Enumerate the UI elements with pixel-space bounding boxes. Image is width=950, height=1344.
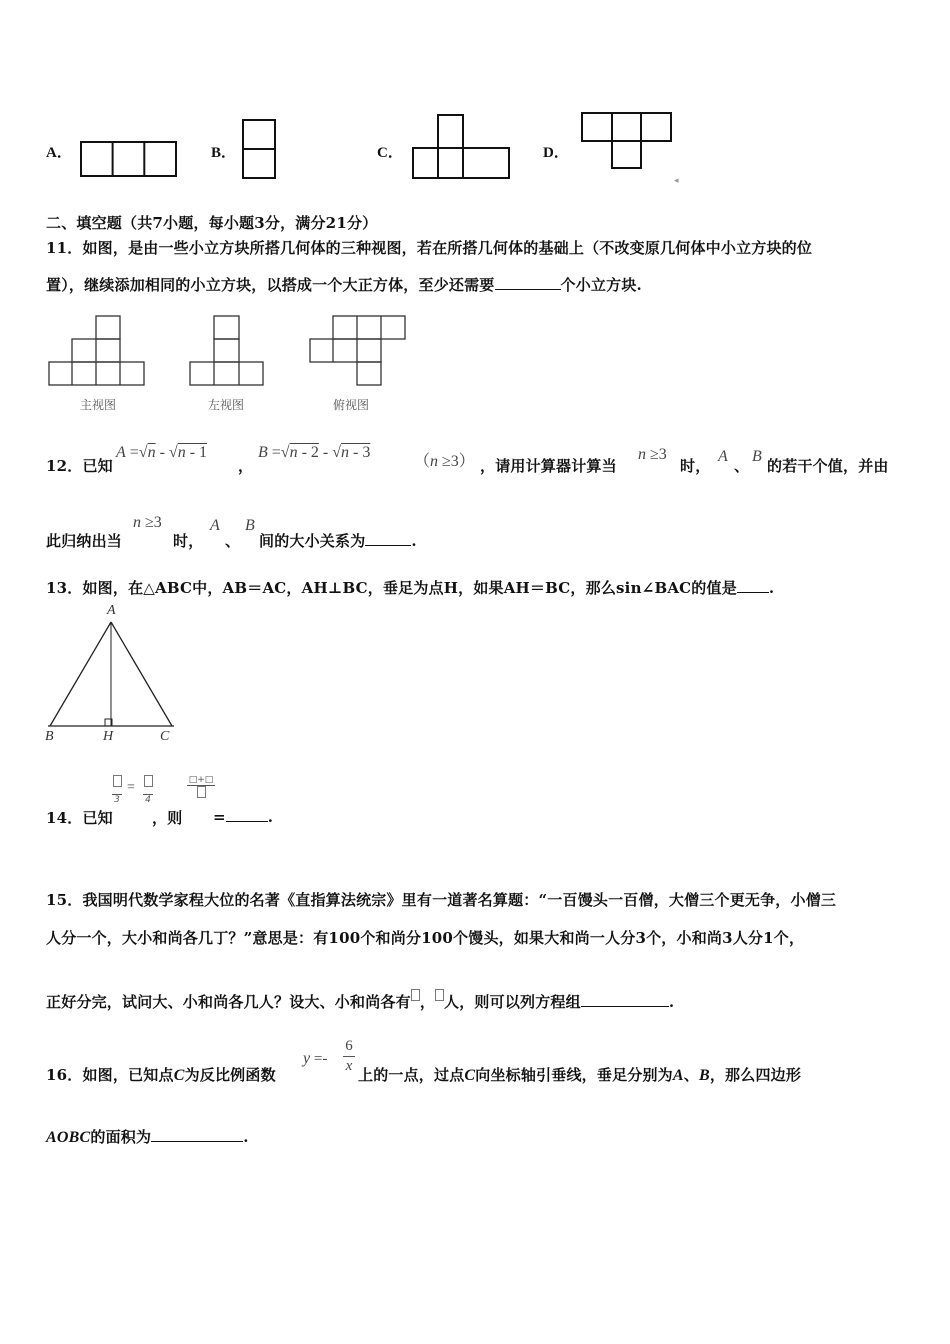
q12-condition: （n ≥3） [414, 453, 475, 470]
q12-formula-b: B =√n - 2 - √n - 3 [258, 444, 371, 461]
q12-text-mid: ，请用计算器计算当 [480, 457, 617, 475]
q13-label-b: B [45, 729, 54, 744]
q13-label-c: C [160, 729, 170, 744]
q16-var-c: C [173, 1067, 185, 1084]
q11-answer-blank[interactable] [495, 275, 561, 290]
q15-line3-text: 正好分完，试问大、小和尚各几人？设大、小和尚各有 [46, 993, 411, 1011]
q11-top-view-caption: 俯视图 [333, 398, 370, 412]
q15-line3-post: 人，则可以列方程组 [444, 993, 581, 1011]
q12-var-a: A [718, 448, 728, 465]
q14-prefix: 14．已知 [46, 809, 113, 827]
q16-mid2: 上的一点，过点 [358, 1066, 465, 1084]
q11-top-view [309, 315, 407, 387]
q11-text: 置），继续添加相同的小立方块，以搭成一个大正方体，至少还需要 [46, 276, 495, 294]
q13-label-h: H [103, 729, 114, 744]
missing-glyph-icon [411, 989, 420, 1001]
q11-left-view-caption: 左视图 [208, 398, 245, 412]
q15-period: . [668, 993, 675, 1011]
q16-period: . [243, 1128, 249, 1146]
option-c-figure [412, 114, 510, 180]
missing-glyph-icon [113, 775, 122, 787]
q16-func-lhs: y =- [303, 1050, 328, 1067]
q12-dun: 、 [734, 457, 750, 475]
q14-frac2-den: 4 [145, 795, 151, 805]
option-b-figure [242, 119, 276, 179]
option-b-label: B． [211, 145, 237, 161]
q12-condition-3: n ≥3 [133, 514, 162, 531]
q13-question: 13．如图，在△ABC中，AB＝AC，AH⊥BC，垂足为点H，如果AH＝BC，那么sin∠BAC的值是 [46, 579, 737, 597]
q12-answer-blank[interactable] [365, 531, 411, 546]
q12-period: . [411, 532, 417, 550]
missing-glyph-icon [435, 989, 444, 1001]
q11-front-view-caption: 主视图 [80, 398, 117, 412]
q12-sep: ， [238, 457, 254, 475]
q14-equals-2: = [213, 808, 226, 826]
q11-text-end: 个小立方块. [560, 276, 642, 294]
q11-line1: 11．如图，是由一些小立方块所搭几何体的三种视图，若在所搭几何体的基础上（不改变原几何体中小立方块的位 [46, 239, 813, 257]
q16-func-fraction [343, 1038, 355, 1075]
q11-line2 [46, 274, 642, 295]
option-c-label: C． [377, 145, 403, 161]
q16-prefix: 16．如图，已知点 [46, 1066, 174, 1084]
q15-answer-blank[interactable] [581, 992, 669, 1007]
q16-line2-text: 的面积为 [90, 1128, 152, 1146]
q16-answer-blank[interactable] [151, 1127, 243, 1142]
option-d-figure [581, 112, 673, 170]
q16-line2 [46, 1126, 249, 1147]
q14-answer-blank[interactable] [226, 807, 268, 822]
q14-period: . [267, 808, 274, 826]
q16-func-den: x [345, 1058, 353, 1074]
q16-dun: 、 [683, 1066, 699, 1084]
q12-condition-2: n ≥3 [638, 446, 667, 463]
q13-triangle-figure [44, 604, 179, 749]
q16-var-a: A [672, 1067, 684, 1084]
q11-front-view [48, 315, 146, 387]
q14-fraction-2 [143, 775, 153, 805]
q13-label-a: A [107, 603, 116, 618]
q14-mid: ，则 [152, 809, 183, 827]
q16-mid3: 向坐标轴引垂线，垂足分别为 [475, 1066, 673, 1084]
q15-line2: 人分一个，大小和尚各几丁？”意思是：有100个和尚分100个馒头，如果大和尚一人分3个，小和尚3人分1个， [46, 929, 805, 947]
q13-answer-blank[interactable] [737, 578, 769, 593]
q12-line2-prefix: 此归纳出当 [46, 532, 123, 550]
q14-frac3-num: □+□ [188, 775, 214, 785]
option-d-label: D． [543, 145, 569, 161]
q15-sep: ， [419, 993, 436, 1011]
q11-left-view [189, 315, 265, 387]
q12-text-end: 的若干个值，并由 [767, 457, 889, 475]
q16-var-b: B [698, 1067, 710, 1084]
option-a-figure [80, 141, 177, 177]
q14-frac1-den: 3 [114, 795, 120, 805]
q14-equals: = [127, 780, 135, 795]
q12-line2-mid: 时， [173, 532, 204, 550]
q16-var-c2: C [464, 1067, 476, 1084]
q12-formula-a: A =√n - √n - 1 [116, 444, 208, 461]
q12-line2-text: 间的大小关系为 [259, 532, 366, 550]
q12-text-mid2: 时， [680, 457, 711, 475]
missing-glyph-icon [197, 786, 206, 798]
q16-func-num: 6 [345, 1038, 353, 1054]
q16-line1 [46, 1064, 276, 1085]
q12-line2-end [259, 530, 417, 551]
marker-arrow-icon: ◂ [674, 176, 679, 186]
q12-var-a2: A [210, 517, 220, 534]
q16-line1-rest [358, 1064, 801, 1085]
q16-end1: ，那么四边形 [709, 1066, 802, 1084]
q14-answer [213, 807, 273, 826]
q15-line3 [46, 989, 674, 1012]
q16-mid1: 为反比例函数 [184, 1066, 276, 1084]
section-title: 二、填空题（共7小题，每小题3分，满分21分） [46, 214, 378, 232]
option-a-label: A． [46, 145, 72, 161]
q13-period: . [768, 579, 775, 597]
q14-fraction-3 [187, 775, 215, 805]
q13-text [46, 577, 774, 598]
q12-dun2: 、 [225, 532, 241, 550]
q14-fraction-1 [112, 775, 122, 805]
missing-glyph-icon [144, 775, 153, 787]
q12-prefix: 12．已知 [46, 457, 113, 475]
q12-var-b: B [752, 448, 762, 465]
q12-var-b2: B [245, 517, 255, 534]
q16-var-aobc: AOBC [46, 1129, 91, 1146]
q15-line1: 15．我国明代数学家程大位的名著《直指算法统宗》里有一道著名算题：“一百馒头一百僧，大僧三个更无争，小僧三 [46, 891, 837, 909]
